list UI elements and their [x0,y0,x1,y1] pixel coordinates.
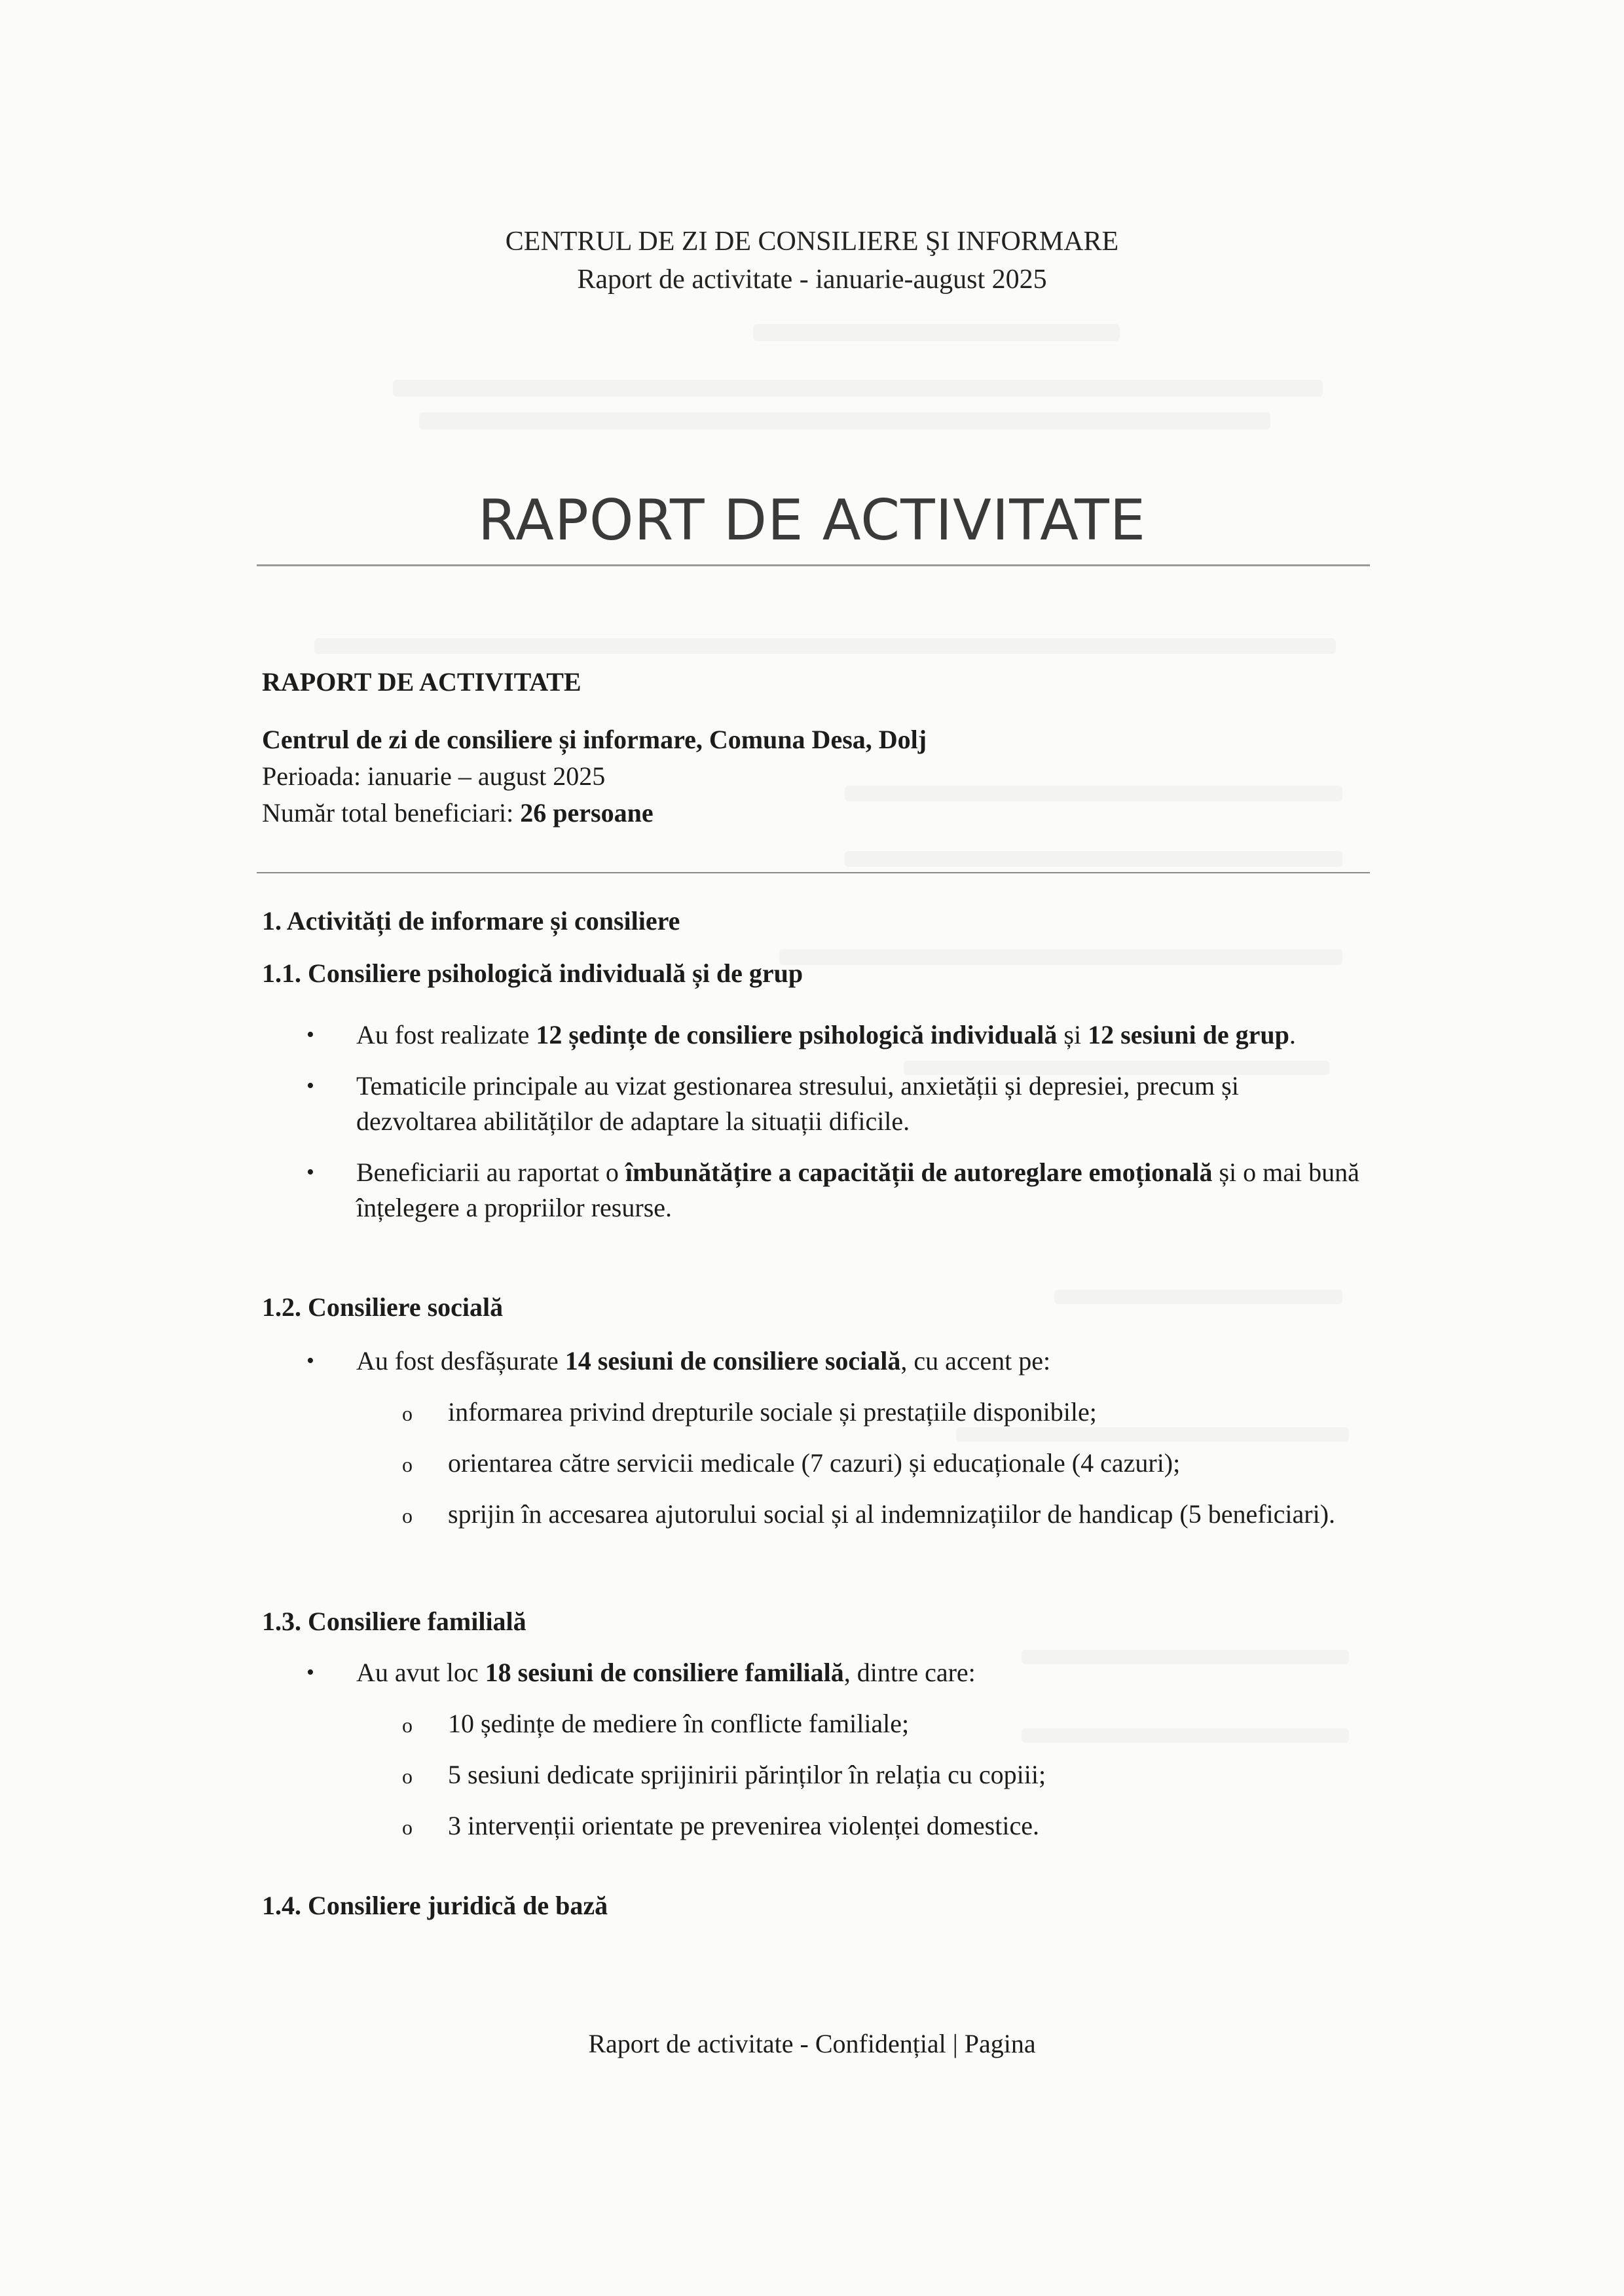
subsection-heading: 1.1. Consiliere psihologică individuală și de grup [262,958,803,988]
organization-name: Centrul de zi de consiliere și informare, Comuna Desa, Dolj [262,725,927,754]
bleed-through-mark [419,412,1270,429]
bullet-list [262,1343,1362,1532]
bullet-list [262,1655,1362,1844]
sub-list-item: o 10 ședințe de mediere în conflicte familiale; [262,1706,1362,1741]
subsection-1-4 [262,1888,1362,1923]
bleed-through-mark [845,851,1342,867]
list-item: • Au fost desfășurate 14 sesiuni de consiliere socială, cu accent pe: o informarea privind drepturile sociale și prestațiile disponibile; o orientarea către servicii medicale (7 cazuri) și educaționale (4 cazuri); o sprijin în accesarea ajutorului social și al indemnizațiilor de handicap (5 beneficiari). [262,1343,1362,1532]
meta-divider [257,872,1370,873]
subsection-heading: 1.3. Consiliere familială [262,1607,526,1636]
subsection-1-3 [262,1604,1362,1844]
list-item: • Au fost realizate 12 ședințe de consiliere psihologică individuală și 12 sesiuni de grup. [262,1017,1362,1053]
document-title: RAPORT DE ACTIVITATE [477,488,1147,553]
document-meta [262,721,927,831]
bleed-through-mark [314,638,1336,654]
bullet-list [262,1017,1362,1226]
list-item: • Au avut loc 18 sesiuni de consiliere familială, dintre care: o 10 ședințe de mediere în conflicte familiale; o 5 sesiuni dedicate sprijinirii părinților în relația cu copiii; o 3 intervenții orientate pe prevenirea violenței domestice. [262,1655,1362,1844]
sub-list-item: o sprijin în accesarea ajutorului social și al indemnizațiilor de handicap (5 beneficiari). [262,1497,1362,1532]
beneficiaries-label: Număr total beneficiari: [262,798,521,828]
beneficiaries-value: 26 persoane [520,798,654,828]
bleed-through-mark [393,380,1323,397]
list-item: • Beneficiarii au raportat o îmbunătățire a capacității de autoreglare emoțională și o mai bună înțelegere a propriilor resurse. [262,1155,1362,1226]
page-header [0,223,1624,299]
subsection-1-1 [262,956,1362,1226]
sub-list [262,1706,1362,1844]
section-heading: 1. Activități de informare și consiliere [262,906,680,936]
sub-list-item: o 3 intervenții orientate pe prevenirea violenței domestice. [262,1808,1362,1844]
title-divider [257,564,1370,566]
section-1 [262,903,1362,939]
bleed-through-mark [753,324,1120,341]
list-item: • Tematicile principale au vizat gestionarea stresului, anxietății și depresiei, precum și dezvoltarea abilităților de adaptare la situații dificile. [262,1068,1362,1139]
subsection-1-2 [262,1290,1362,1532]
reporting-period: Perioada: ianuarie – august 2025 [262,761,606,791]
header-subtitle: Raport de activitate - ianuarie-august 2025 [577,264,1047,295]
page-footer: Raport de activitate - Confidențial | Pagina [588,2029,1036,2058]
sub-list-item: o 5 sesiuni dedicate sprijinirii părinților în relația cu copiii; [262,1757,1362,1793]
beneficiaries-total [262,795,927,831]
sub-list-item: o orientarea către servicii medicale (7 cazuri) și educaționale (4 cazuri); [262,1446,1362,1481]
header-institution: CENTRUL DE ZI DE CONSILIERE ŞI INFORMARE [505,227,1119,257]
subsection-heading: 1.2. Consiliere socială [262,1292,504,1322]
sub-list [262,1394,1362,1532]
document-label: RAPORT DE ACTIVITATE [262,667,581,697]
sub-list-item: o informarea privind drepturile sociale și prestațiile disponibile; [262,1394,1362,1430]
subsection-heading: 1.4. Consiliere juridică de bază [262,1891,608,1920]
